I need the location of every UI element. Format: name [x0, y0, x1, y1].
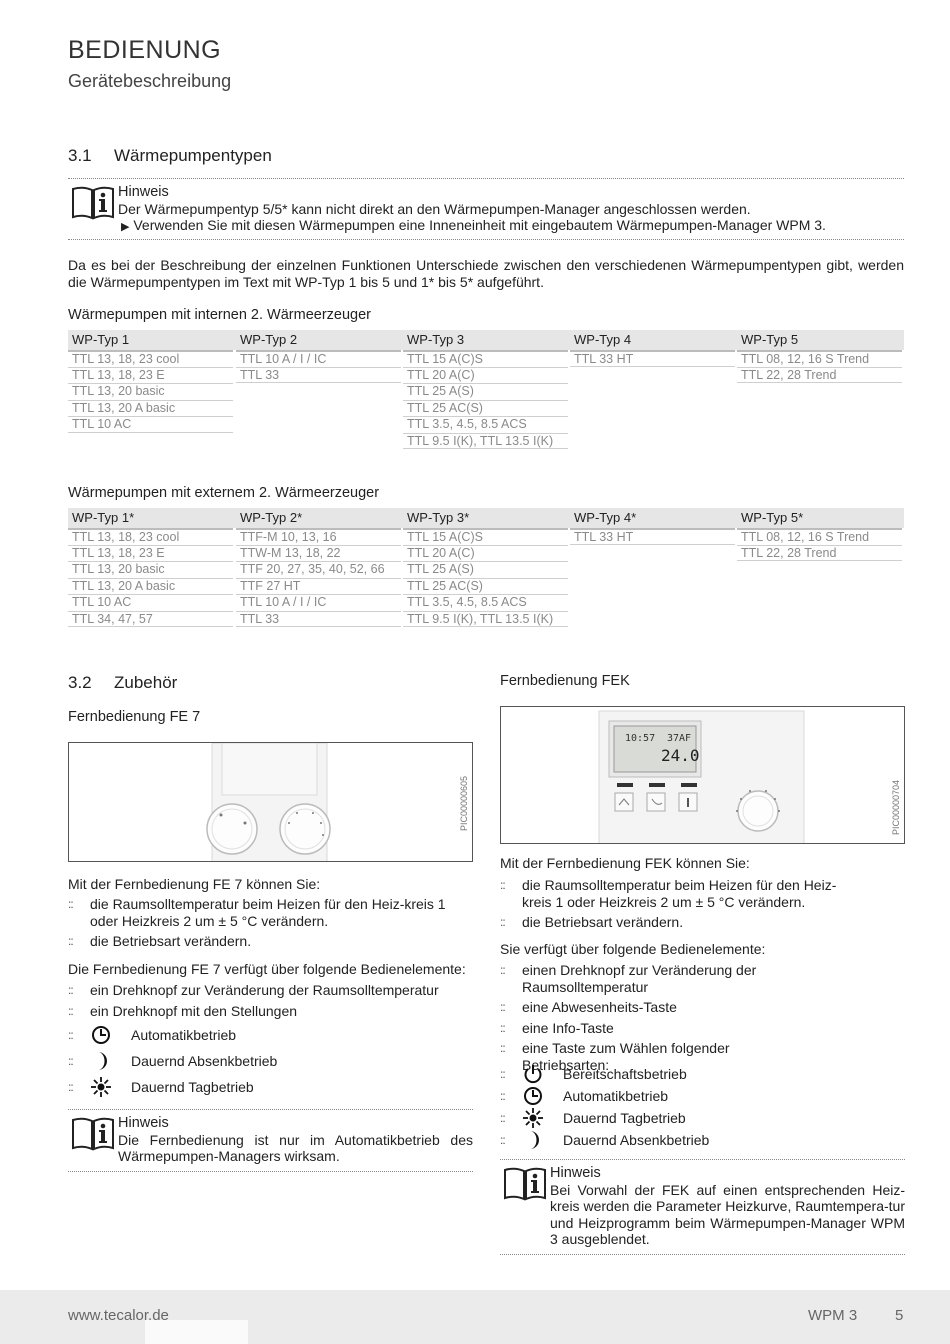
table-header-cell: WP-Typ 4* [574, 510, 637, 525]
list-item-text: eine Abwesenheits-Taste [522, 999, 677, 1015]
bullet-mark: :: [500, 963, 505, 977]
table-cell: TTF 27 HT [236, 578, 401, 595]
fek-elements-list [500, 962, 800, 1077]
table-cell: TTL 08, 12, 16 S Trend [737, 528, 902, 545]
note-heading: Hinweis [118, 1115, 169, 1131]
mode-item [68, 1079, 473, 1101]
mode-item [500, 1132, 905, 1154]
fek-modes-list [500, 1066, 905, 1154]
mode-item [500, 1110, 905, 1132]
table-cell: TTL 15 A(C)S [403, 350, 568, 367]
list-item-text: ein Drehknopf mit den Stellungen [90, 1002, 298, 1019]
fe7-note-box [68, 1109, 473, 1172]
bullet-mark: :: [68, 1054, 73, 1068]
picture-id: PIC00000704 [891, 779, 901, 835]
table-cell: TTL 08, 12, 16 S Trend [737, 350, 902, 367]
page-number: 5 [895, 1307, 904, 1324]
note-heading: Hinweis [118, 184, 169, 200]
table-column [737, 350, 902, 383]
lcd-day: 37AF [667, 733, 692, 744]
fek-figure [500, 706, 905, 844]
table-cell: TTL 3.5, 4.5, 8.5 ACS [403, 594, 568, 611]
clock-icon [90, 1024, 112, 1046]
mode-label: Dauernd Absenkbetrieb [131, 1053, 278, 1069]
fe7-modes-list [68, 1027, 473, 1105]
table-cell: TTL 33 HT [570, 350, 735, 367]
list-item-text: eine Taste zum Wählen folgender Betriebsarten: [522, 1040, 730, 1073]
bullet-mark: :: [500, 1089, 505, 1103]
table-column [737, 528, 902, 561]
mode-label: Dauernd Tagbetrieb [131, 1079, 254, 1095]
list-item-text: die Raumsolltemperatur beim Heizen für den Heiz-kreis 1 oder Heizkreis 2 um ± 5 °C verändern. [522, 877, 837, 910]
note-box [68, 178, 904, 240]
fe7-elements-list [68, 982, 473, 1023]
section-heading: Wärmepumpentypen [114, 146, 272, 165]
table-header-cell: WP-Typ 3* [407, 510, 470, 525]
bullet-mark: :: [500, 1067, 505, 1081]
page-subtitle: Gerätebeschreibung [68, 71, 232, 91]
fe7-elements-intro: Die Fernbedienung FE 7 verfügt über folgende Bedienelemente: [68, 961, 466, 977]
footer-product: WPM 3 [808, 1307, 858, 1324]
table-cell: TTL 25 AC(S) [403, 400, 568, 417]
fe7-can-list [68, 896, 473, 954]
table-internal-heaters [68, 330, 904, 460]
table-header-cell: WP-Typ 2 [240, 332, 298, 347]
section-heading: Zubehör [114, 673, 178, 692]
table-cell: TTL 13, 20 A basic [68, 400, 233, 417]
section-number: 3.1 [68, 146, 92, 165]
list-item [68, 896, 473, 929]
table-cell: TTW-M 13, 18, 22 [236, 545, 401, 562]
fek-can-list [500, 877, 860, 935]
table-header-cell: WP-Typ 5* [741, 510, 804, 525]
lcd-temperature: 24.0 [661, 746, 700, 765]
bullet-mark: :: [68, 897, 73, 911]
power-icon [522, 1063, 544, 1085]
fe7-title: Fernbedienung FE 7 [68, 709, 201, 725]
table-cell: TTL 33 HT [570, 528, 735, 545]
table-cell: TTL 22, 28 Trend [737, 545, 902, 562]
list-item [500, 962, 800, 995]
bullet-mark: :: [500, 1000, 505, 1014]
table-cell: TTL 22, 28 Trend [737, 367, 902, 384]
table-column [403, 528, 568, 627]
bullet-mark: :: [500, 1133, 505, 1147]
info-book-icon [503, 1166, 547, 1202]
picture-id: PIC00000605 [459, 775, 469, 831]
table-header-cell: WP-Typ 1 [72, 332, 130, 347]
sun-icon [522, 1107, 544, 1129]
table2-title: Wärmepumpen mit externem 2. Wärmeerzeuger [68, 485, 380, 501]
list-item-text: die Raumsolltemperatur beim Heizen für den Heiz-kreis 1 oder Heizkreis 2 um ± 5 °C verändern. [90, 896, 446, 929]
table-cell: TTL 13, 18, 23 E [68, 545, 233, 562]
mode-label: Dauernd Absenkbetrieb [563, 1132, 710, 1148]
table1-title: Wärmepumpen mit internen 2. Wärmeerzeuger [68, 307, 372, 323]
table-column [570, 350, 735, 367]
list-item-text: die Betriebsart verändern. [90, 933, 252, 949]
table-cell: TTL 3.5, 4.5, 8.5 ACS [403, 416, 568, 433]
bullet-mark: :: [500, 1020, 505, 1035]
mode-item [68, 1027, 473, 1049]
table-header-cell: WP-Typ 3 [407, 332, 465, 347]
fek-device-illustration [501, 707, 905, 844]
table-cell: TTL 25 A(S) [403, 383, 568, 400]
info-book-icon [71, 1116, 115, 1152]
lcd-time: 10:57 [625, 733, 656, 744]
table-column [236, 350, 401, 383]
list-item [500, 914, 860, 931]
table-cell: TTL 34, 47, 57 [68, 611, 233, 628]
bullet-mark: :: [500, 1111, 505, 1125]
table-external-heaters [68, 508, 904, 638]
table-cell: TTL 9.5 I(K), TTL 13.5 I(K) [403, 433, 568, 450]
table-cell: TTL 13, 18, 23 cool [68, 528, 233, 545]
bullet-mark: :: [68, 983, 73, 997]
fek-title: Fernbedienung FEK [500, 673, 630, 689]
table-cell: TTL 10 A / I / IC [236, 350, 401, 367]
table-column [68, 528, 233, 627]
list-item [500, 999, 800, 1016]
bullet-mark: :: [500, 878, 505, 892]
table-cell: TTF 20, 27, 35, 40, 52, 66 [236, 561, 401, 578]
footer-url-link[interactable]: www.tecalor.de [68, 1307, 169, 1324]
table-cell: TTL 15 A(C)S [403, 528, 568, 545]
list-item-text: eine Info-Taste [522, 1019, 614, 1036]
table-cell: TTL 33 [236, 611, 401, 628]
bullet-mark: :: [68, 1080, 73, 1094]
table-cell: TTL 13, 18, 23 cool [68, 350, 233, 367]
table-cell: TTL 10 A / I / IC [236, 594, 401, 611]
table-header-cell: WP-Typ 4 [574, 332, 632, 347]
mode-label: Automatikbetrieb [563, 1088, 669, 1104]
section-3-1-title [68, 146, 272, 166]
bullet-mark: :: [68, 1028, 73, 1042]
mode-label: Bereitschaftsbetrieb [563, 1066, 687, 1082]
list-item [68, 933, 473, 950]
table-header-cell: WP-Typ 2* [240, 510, 303, 525]
triangle-bullet-icon: ▶ [121, 221, 130, 233]
list-item [68, 982, 473, 999]
table-cell: TTL 20 A(C) [403, 367, 568, 384]
bullet-mark: :: [500, 1041, 505, 1055]
clock-icon [522, 1085, 544, 1107]
table-cell: TTL 33 [236, 367, 401, 384]
bullet-mark: :: [68, 934, 73, 948]
table-cell: TTL 13, 20 A basic [68, 578, 233, 595]
list-item [500, 877, 860, 910]
mode-label: Automatikbetrieb [131, 1027, 237, 1043]
table-cell: TTL 13, 20 basic [68, 561, 233, 578]
fek-note-box [500, 1159, 905, 1255]
table-cell: TTL 20 A(C) [403, 545, 568, 562]
moon-icon [90, 1050, 112, 1072]
intro-paragraph: Da es bei der Beschreibung der einzelnen Funktionen Unterschiede zwischen den verschiedenen Wärmepumpentypen gibt, werden die Wärmepumpentypen im Text mit WP-Typ 1 bis 5 und 1* bis 5* aufgeführt. [68, 257, 904, 290]
section-number: 3.2 [68, 673, 92, 692]
note-text: Die Fernbedienung ist nur im Automatikbetrieb des Wärmepumpen-Managers wirksam. [118, 1131, 473, 1164]
note-text: Bei Vorwahl der FEK auf einen entsprechenden Heiz-kreis werden die Parameter Heizkurve, Raumtempera-tur und Heizprogramm beim Wärmepumpen-Manager WPM 3 ausgeblendet. [550, 1181, 905, 1247]
table-cell: TTL 10 AC [68, 416, 233, 433]
note-action-text: Verwenden Sie mit diesen Wärmepumpen eine Inneneinheit mit eingebautem Wärmepumpen-Manager WPM 3. [133, 217, 826, 233]
mode-item [500, 1088, 905, 1110]
table-cell: TTL 9.5 I(K), TTL 13.5 I(K) [403, 611, 568, 628]
page-title: BEDIENUNG [68, 36, 222, 64]
list-item-text: die Betriebsart verändern. [522, 914, 684, 930]
table-header-cell: WP-Typ 1* [72, 510, 135, 525]
table-cell: TTL 13, 18, 23 E [68, 367, 233, 384]
fek-intro: Mit der Fernbedienung FEK können Sie: [500, 855, 750, 871]
mode-item [68, 1053, 473, 1075]
table-column [570, 528, 735, 545]
table-column [68, 350, 233, 433]
list-item [68, 1003, 473, 1020]
table-cell: TTL 10 AC [68, 594, 233, 611]
page-footer [0, 1290, 950, 1344]
table-cell: TTF-M 10, 13, 16 [236, 528, 401, 545]
moon-icon [522, 1129, 544, 1151]
table-header-cell: WP-Typ 5 [741, 332, 799, 347]
table-cell: TTL 13, 20 basic [68, 383, 233, 400]
fe7-device-illustration [69, 743, 473, 862]
note-text: Der Wärmepumpentyp 5/5* kann nicht direkt an den Wärmepumpen-Manager angeschlossen werden. [118, 200, 751, 217]
section-3-2-title [68, 673, 177, 693]
table-cell: TTL 25 AC(S) [403, 578, 568, 595]
fe7-intro: Mit der Fernbedienung FE 7 können Sie: [68, 876, 321, 892]
mode-item [500, 1066, 905, 1088]
list-item-text: einen Drehknopf zur Veränderung der Raumsolltemperatur [522, 962, 757, 995]
note-heading: Hinweis [550, 1165, 601, 1181]
bullet-mark: :: [500, 915, 505, 929]
sun-icon [90, 1076, 112, 1098]
fek-elements-intro: Sie verfügt über folgende Bedienelemente: [500, 941, 766, 957]
info-book-icon [71, 185, 115, 221]
table-column [236, 528, 401, 627]
note-action [118, 217, 904, 236]
bullet-mark: :: [68, 1003, 73, 1018]
list-item [500, 1020, 800, 1037]
table-column [403, 350, 568, 449]
fe7-figure [68, 742, 473, 862]
table-cell: TTL 25 A(S) [403, 561, 568, 578]
mode-label: Dauernd Tagbetrieb [563, 1110, 686, 1126]
list-item-text: ein Drehknopf zur Veränderung der Raumsolltemperatur [90, 982, 439, 998]
